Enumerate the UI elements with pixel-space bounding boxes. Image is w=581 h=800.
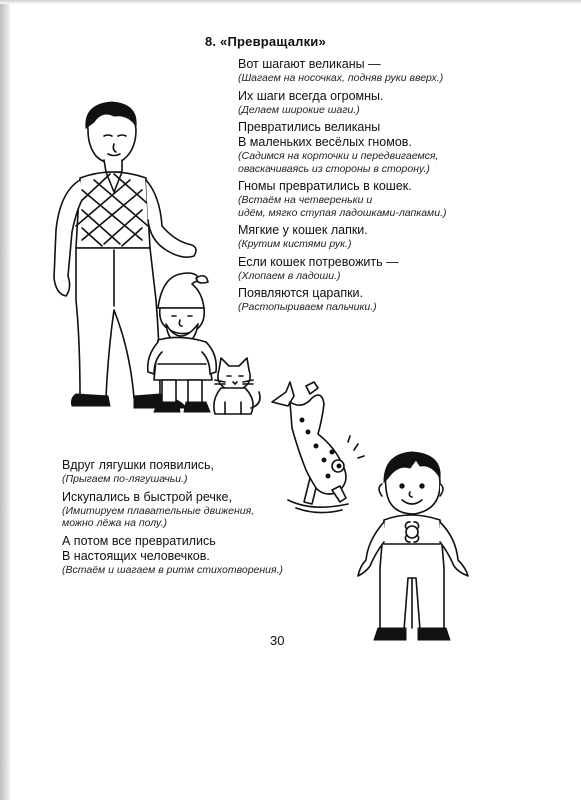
stanza-group <box>238 89 447 117</box>
stanza-group <box>238 57 447 85</box>
movement-instruction: (Имитируем плавательные движения, <box>62 504 255 517</box>
page-number: 30 <box>270 633 285 648</box>
movement-instruction: оваскачиваясь из стороны в сторону.) <box>238 162 430 175</box>
poem-line: Мягкие у кошек лапки. <box>238 223 368 237</box>
poem-line: Их шаги всегда огромны. <box>238 88 384 103</box>
stanza-group <box>238 286 447 314</box>
stanza-group <box>62 458 283 486</box>
poem-line: А потом все превратились <box>62 533 216 548</box>
stanza-group <box>238 223 447 251</box>
page-title: 8. «Превращалки» <box>205 34 326 49</box>
poem-line: В маленьких весёлых гномов. <box>238 135 412 149</box>
top-poem <box>238 57 447 318</box>
man-left-shoe <box>72 394 111 406</box>
cat-illustration <box>205 356 265 418</box>
page-scan-top-edge <box>0 0 581 4</box>
poem-line: Превратились великаны <box>238 120 381 134</box>
movement-instruction: (Делаем широкие шаги.) <box>238 103 360 116</box>
poem-line: В настоящих человечков. <box>62 548 210 563</box>
man-neck <box>104 160 122 172</box>
man-vest <box>76 172 150 248</box>
stanza-group <box>62 534 283 577</box>
movement-instruction: (Крутим кистями рук.) <box>238 238 352 250</box>
movement-instruction: (Встаём и шагаем в ритм стихотворения.) <box>62 563 284 576</box>
stanza-group <box>238 179 447 219</box>
stanza-group <box>238 120 447 175</box>
movement-instruction: (Хлопаем в ладоши.) <box>238 269 341 282</box>
poem-line: Вот шагают великаны — <box>238 57 381 71</box>
poem-line: Искупались в быстрой речке, <box>62 489 232 504</box>
movement-instruction: можно лёжа на полу.) <box>62 517 167 529</box>
movement-instruction: идём, мягко ступая ладошками-лапками.) <box>238 206 447 219</box>
movement-instruction: (Шагаем на носочках, подняв руки вверх.) <box>238 72 444 84</box>
gnome-body <box>154 337 212 380</box>
poem-line: Если кошек потревожить — <box>238 254 399 269</box>
poem-line: Появляются царапки. <box>238 286 364 300</box>
stanza-group <box>238 255 447 283</box>
man-right-arm <box>146 180 196 257</box>
poem-line: Гномы превратились в кошек. <box>238 179 412 193</box>
stanza-group <box>62 490 283 530</box>
bottom-poem <box>62 458 283 580</box>
gnome-legs <box>162 380 202 404</box>
movement-instruction: (Растопыриваем пальчики.) <box>238 301 377 313</box>
poem-line: Вдруг лягушки появились, <box>62 458 215 472</box>
man-head <box>86 102 136 163</box>
movement-instruction: (Встаём на четвереньки и <box>238 194 373 206</box>
movement-instruction: (Прыгаем по-лягушачьи.) <box>62 473 188 485</box>
boy-illustration <box>348 448 478 648</box>
movement-instruction: (Садимся на корточки и передвигаемся, <box>238 150 439 162</box>
page-scan-edge <box>0 0 10 800</box>
